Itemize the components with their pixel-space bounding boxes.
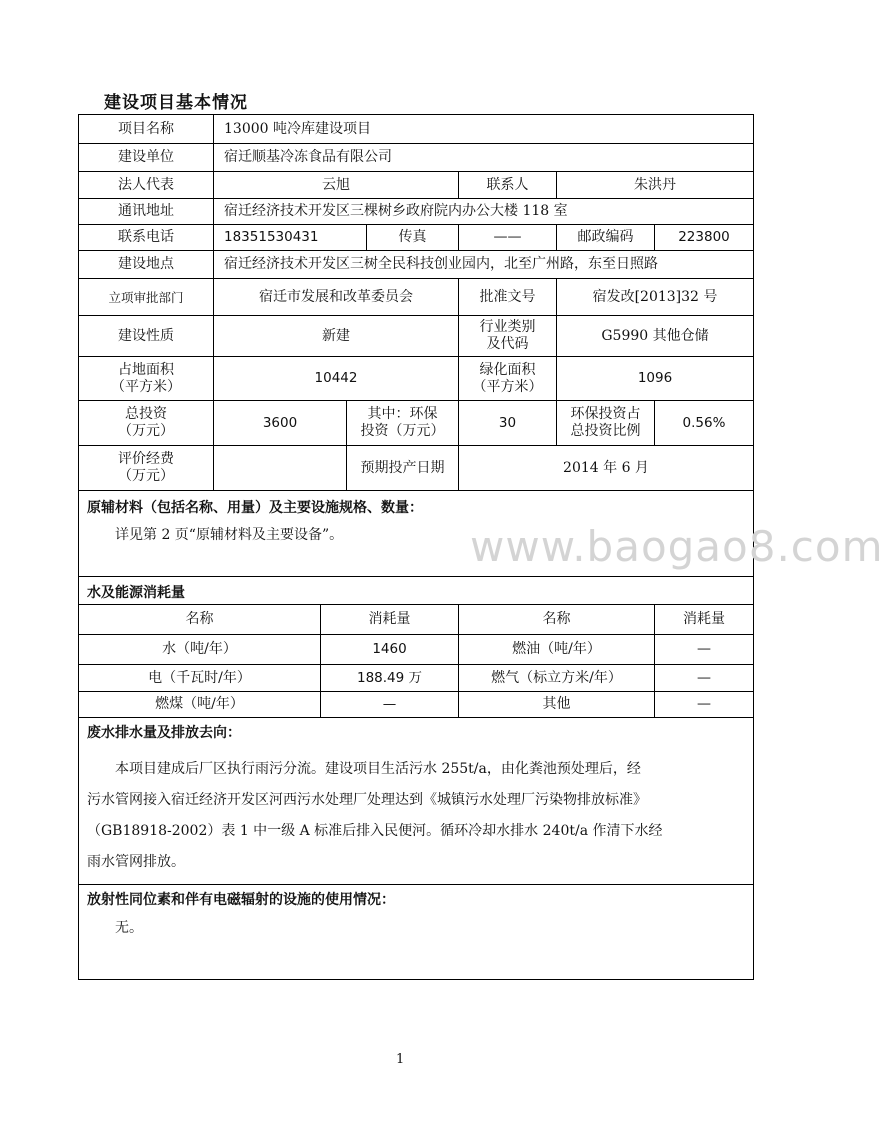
eval-label-line2: （万元） (118, 468, 174, 484)
approval-doc-label: 批准文号 (459, 279, 557, 316)
area-label-line2: （平方米） (111, 378, 181, 395)
industry-label-line1: 行业类别 (479, 319, 536, 335)
fax-label: 传真 (367, 225, 459, 251)
energy-row-1-name-2: 燃油（吨/年） (459, 635, 655, 665)
energy-row-2-name-1: 电（千瓦时/年） (79, 665, 321, 692)
energy-row-3-amount-2: — (655, 692, 753, 718)
eval-label (79, 446, 214, 491)
date-label: 预期投产日期 (347, 446, 459, 491)
location-value: 宿迁经济技术开发区三树全民科技创业园内，北至广州路，东至日照路 (214, 251, 753, 279)
wastewater-line-1: 本项目建成后厂区执行雨污分流。建设项目生活污水 255t/a，由化粪池预处理后，经 (115, 761, 641, 777)
address-value: 宿迁经济技术开发区三棵树乡政府院内办公大楼 118 室 (214, 199, 753, 225)
industry-label-line2: 及代码 (486, 336, 529, 352)
approval-value: 宿迁市发展和改革委员会 (214, 279, 459, 316)
unit-label: 建设单位 (79, 144, 214, 172)
env-invest-label (347, 401, 459, 446)
approval-doc-value: 宿发改[2013]32 号 (557, 279, 753, 316)
radiation-text: 无。 (115, 920, 143, 936)
date-value: 2014 年 6 月 (459, 446, 753, 491)
env-invest-value: 30 (459, 401, 557, 446)
materials-text: 详见第 2 页“原辅材料及主要设备”。 (115, 527, 344, 543)
env-invest-label-line1: 其中：环保 (367, 406, 438, 422)
industry-value: G5990 其他仓储 (557, 316, 753, 357)
energy-row-1-amount-2: — (655, 635, 753, 665)
project-name-value: 13000 吨冷库建设项目 (214, 115, 753, 144)
phone-label: 联系电话 (79, 225, 214, 251)
unit-value: 宿迁顺基冷冻食品有限公司 (214, 144, 753, 172)
invest-value: 3600 (214, 401, 347, 446)
radiation-title: 放射性同位素和伴有电磁辐射的设施的使用情况： (87, 892, 395, 908)
radiation-section (79, 885, 753, 979)
industry-label (459, 316, 557, 357)
invest-label-line2: （万元） (118, 423, 174, 439)
address-label: 通讯地址 (79, 199, 214, 225)
ratio-label-line1: 环保投资占 (570, 406, 641, 422)
location-label: 建设地点 (79, 251, 214, 279)
page-number: 1 (396, 1052, 405, 1067)
invest-label (79, 401, 214, 446)
green-value: 1096 (557, 357, 753, 401)
green-label-line2: （平方米） (472, 378, 543, 395)
wastewater-line-2: 污水管网接入宿迁经济开发区河西污水处理厂处理达到《城镇污水处理厂污染物排放标准》 (87, 792, 647, 808)
ratio-value: 0.56% (655, 401, 753, 446)
energy-section (79, 577, 753, 605)
green-label-line1: 绿化面积 (479, 361, 536, 378)
contact-value: 朱洪丹 (557, 172, 753, 199)
energy-header-amount-2: 消耗量 (655, 605, 753, 635)
contact-label: 联系人 (459, 172, 557, 199)
wastewater-body (87, 754, 737, 878)
legal-value: 云旭 (214, 172, 459, 199)
eval-value (214, 446, 347, 491)
energy-header-name-1: 名称 (79, 605, 321, 635)
energy-row-1-name-1: 水（吨/年） (79, 635, 321, 665)
energy-row-3-name-2: 其他 (459, 692, 655, 718)
wastewater-title: 废水排水量及排放去向： (87, 725, 241, 741)
legal-label: 法人代表 (79, 172, 214, 199)
energy-row-2-name-2: 燃气（标立方米/年） (459, 665, 655, 692)
energy-row-3-amount-1: — (321, 692, 459, 718)
area-label (79, 357, 214, 401)
wastewater-line-3: （GB18918-2002）表 1 中一级 A 标准后排入民便河。循环冷却水排水 240t/a 作清下水经 (87, 823, 663, 839)
energy-header-amount-1: 消耗量 (321, 605, 459, 635)
energy-row-3-name-1: 燃煤（吨/年） (79, 692, 321, 718)
energy-row-2-amount-2: — (655, 665, 753, 692)
phone-value: 18351530431 (214, 225, 367, 251)
eval-label-line1: 评价经费 (118, 451, 174, 467)
zip-label: 邮政编码 (557, 225, 655, 251)
area-label-line1: 占地面积 (118, 361, 174, 378)
watermark: www.baogao8.com (470, 522, 884, 571)
wastewater-section (79, 718, 753, 885)
invest-label-line1: 总投资 (125, 406, 167, 422)
area-value: 10442 (214, 357, 459, 401)
energy-row-1-amount-1: 1460 (321, 635, 459, 665)
energy-row-2-amount-1: 188.49 万 (321, 665, 459, 692)
approval-label: 立项审批部门 (79, 279, 214, 316)
project-name-label: 项目名称 (79, 115, 214, 144)
nature-label: 建设性质 (79, 316, 214, 357)
ratio-label (557, 401, 655, 446)
nature-value: 新建 (214, 316, 459, 357)
ratio-label-line2: 总投资比例 (570, 423, 641, 439)
wastewater-line-4: 雨水管网排放。 (87, 854, 185, 870)
energy-header-name-2: 名称 (459, 605, 655, 635)
energy-title: 水及能源消耗量 (87, 585, 185, 601)
page-title: 建设项目基本情况 (104, 93, 248, 113)
fax-value: —— (459, 225, 557, 251)
green-label (459, 357, 557, 401)
zip-value: 223800 (655, 225, 753, 251)
materials-title: 原辅材料（包括名称、用量）及主要设施规格、数量： (87, 500, 423, 516)
env-invest-label-line2: 投资（万元） (360, 423, 445, 439)
